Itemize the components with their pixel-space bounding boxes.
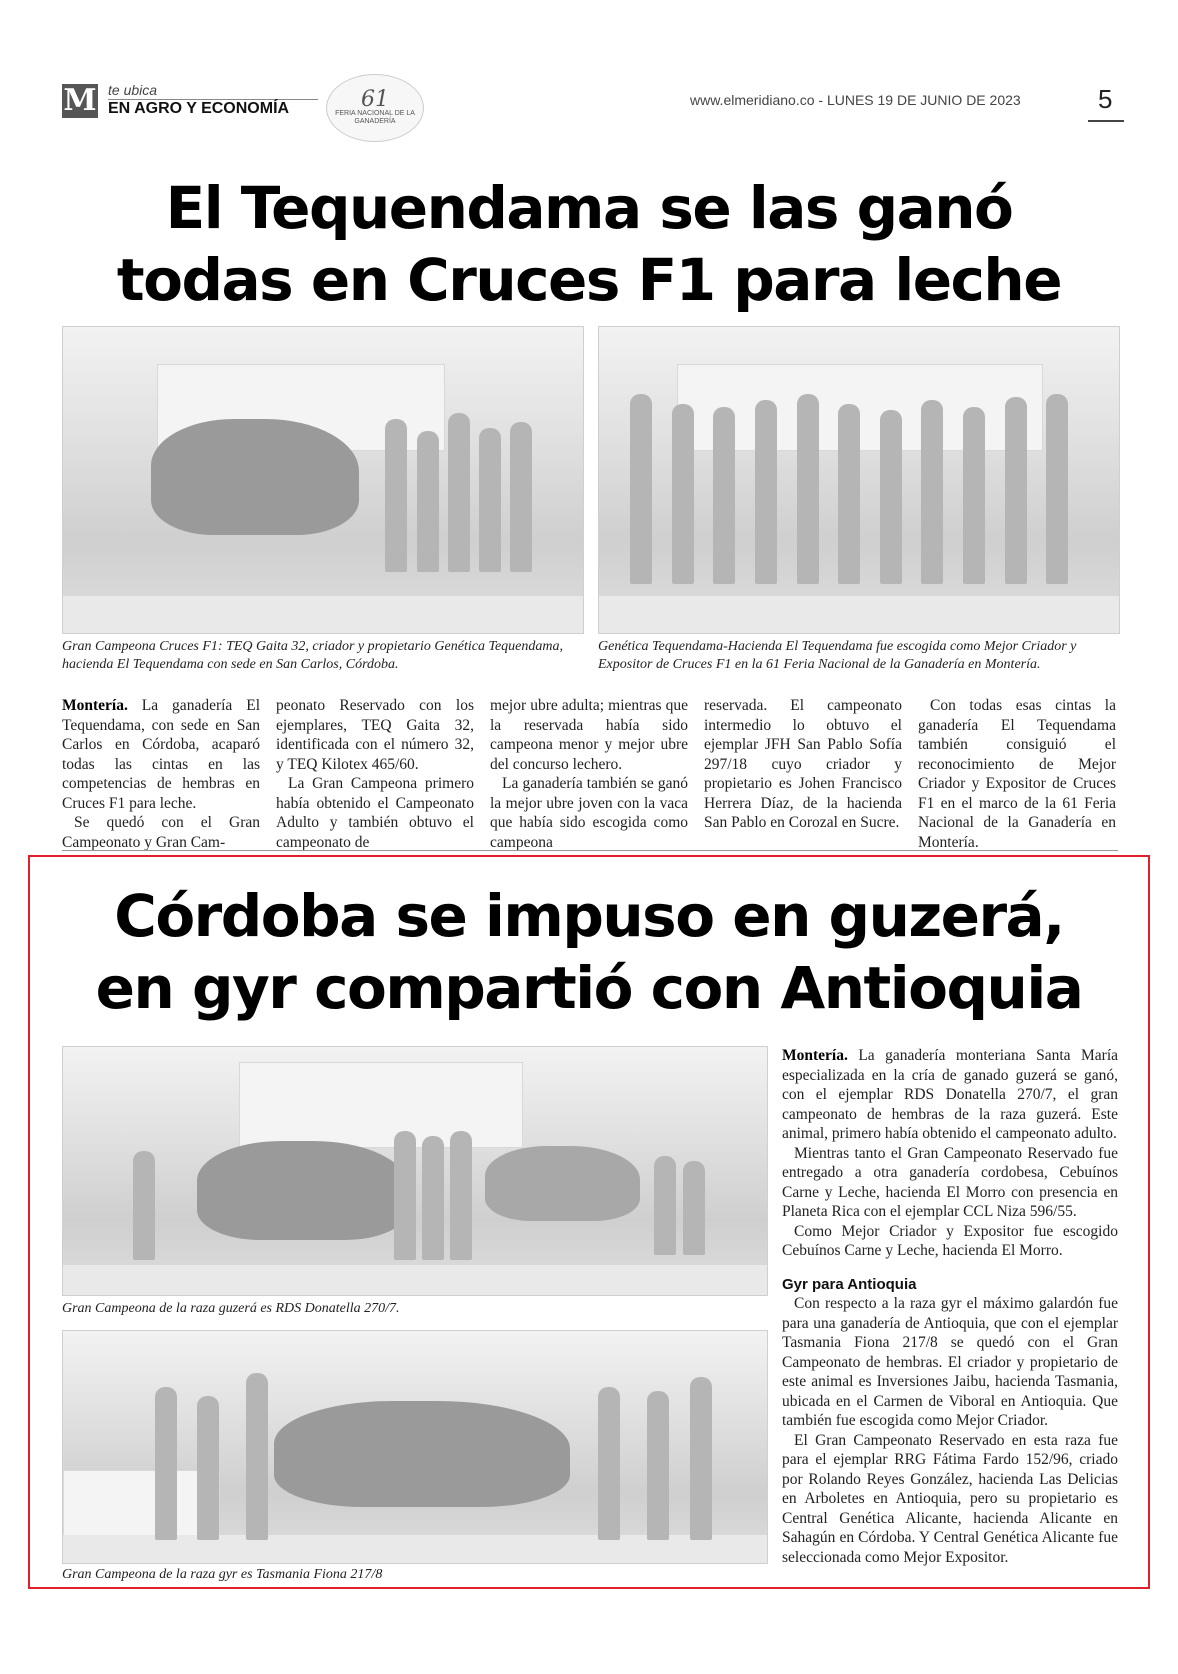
article1-headline-line1: El Tequendama se las ganó bbox=[165, 174, 1013, 242]
article1-caption-1: Gran Campeona Cruces F1: TEQ Gaita 32, criador y propietario Genética Tequendama, hacienda El Tequendama con sede en San Carlos, Córdoba. bbox=[62, 639, 563, 672]
page-number: 5 bbox=[1098, 84, 1113, 114]
masthead-logo: M bbox=[63, 83, 97, 118]
article1-headline-line2: todas en Cruces F1 para leche bbox=[116, 246, 1062, 314]
feria-text: FERIA NACIONAL DE LA GANADERÍA bbox=[335, 110, 415, 125]
feria-number: 61 bbox=[361, 87, 389, 112]
article2-caption-1: Gran Campeona de la raza guzerá es RDS Donatella 270/7. bbox=[62, 1301, 400, 1316]
article2-subhead: Gyr para Antioquia bbox=[782, 1275, 917, 1293]
page-number-rule bbox=[1088, 120, 1124, 122]
article-divider bbox=[62, 850, 1118, 851]
article2-headline bbox=[40, 880, 1138, 1024]
article1-caption-2: Genética Tequendama-Hacienda El Tequendama fue escogida como Mejor Criador y Expositor de Cruces F1 en la 61 Feria Nacional de la Ganadería en Montería. bbox=[598, 639, 1077, 672]
article1-headline bbox=[40, 172, 1138, 316]
article1-col5-text: Con todas esas cintas la ganadería El Tequendama también consiguió el reconocimiento de Mejor Criador y Expositor de Cruces F1 en el marco de la 61 Feria Nacional de la Ganadería en Montería. bbox=[918, 697, 1116, 851]
article1-col2-p2: La Gran Campeona primero había obtenido el Campeonato Adulto y también obtuvo el campeonato de bbox=[276, 775, 474, 851]
article1-col2-text: peonato Reservado con los ejemplares, TEQ Gaita 32, identificada con el número 32, y TEQ Kilotex 465/60. bbox=[276, 697, 474, 773]
article2-caption-2: Gran Campeona de la raza gyr es Tasmania Fiona 217/8 bbox=[62, 1567, 383, 1582]
article2-column bbox=[782, 1046, 1118, 1567]
article1-column-5 bbox=[918, 696, 1116, 852]
article2-p1: La ganadería monteriana Santa María especializada en la cría de ganado guzerá se ganó, con el ejemplar RDS Donatella 270/7, el gran campeonato de hembras de la raza guzerá. Este animal, primero había obtenido el campeonato adulto. bbox=[782, 1047, 1118, 1142]
section-name: EN AGRO Y ECONOMÍA bbox=[108, 100, 290, 117]
article2-p5: El Gran Campeonato Reservado en esta raza fue para el ejemplar RRG Fátima Fardo 152/96, criado por Rolando Reyes González, hacienda Las Delicias en Arboletes en Antioquia, pero su propietario es Central Genética Alicante, hacienda Alicante en Sahagún en Córdoba. Y Central Genética Alicante fue seleccionada como Mejor Expositor. bbox=[782, 1431, 1118, 1566]
tagline: te ubica bbox=[108, 82, 158, 98]
article1-col3-p2: La ganadería también se ganó la mejor ubre joven con la vaca que había sido escogida como campeona bbox=[490, 775, 688, 851]
article2-headline-line1: Córdoba se impuso en guzerá, bbox=[114, 882, 1064, 950]
article1-column-4 bbox=[704, 696, 902, 833]
article1-photo-1 bbox=[62, 326, 584, 634]
feria-logo bbox=[326, 74, 424, 142]
article1-photo-2 bbox=[598, 326, 1120, 634]
article2-headline-line2: en gyr compartió con Antioquia bbox=[95, 954, 1083, 1022]
article1-col4-text: reservada. El campeonato intermedio lo obtuvo el ejemplar JFH San Pablo Sofía 297/18 cuyo criador y propietario es Johen Francisco Herrera Díaz, de la hacienda San Pablo en Corozal en Sucre. bbox=[704, 697, 902, 831]
article1-column-3 bbox=[490, 696, 688, 852]
article1-dateline: Montería. bbox=[62, 697, 128, 714]
article1-column-2 bbox=[276, 696, 474, 852]
article1-column-1 bbox=[62, 696, 260, 852]
article1-col1-text: La ganadería El Tequendama, con sede en San Carlos en Córdoba, acaparó todas las cintas en las competencias de hembras en Cruces F1 para leche. bbox=[62, 697, 260, 812]
article2-photo-1 bbox=[62, 1046, 768, 1296]
article1-col3-text: mejor ubre adulta; mientras que la reservada había sido campeona menor y mejor ubre del concurso lechero. bbox=[490, 697, 688, 773]
article2-p2: Mientras tanto el Gran Campeonato Reservado fue entregado a otra ganadería cordobesa, Cebuínos Carne y Leche, hacienda El Morro con presencia en Planeta Rica con el ejemplar CCL Niza 596/55. bbox=[782, 1144, 1118, 1220]
article1-col1-p2: Se quedó con el Gran Campeonato y Gran Cam- bbox=[62, 814, 260, 851]
article2-dateline: Montería. bbox=[782, 1047, 848, 1064]
article2-p4: Con respecto a la raza gyr el máximo galardón fue para una ganadería de Antioquia, que con el ejemplar Tasmania Fiona 217/8 se quedó con el Gran Campeonato de hembras. El criador y propietario de este animal es Inversiones Jaibu, hacienda Tasmania, ubicada en el Carmen de Viboral en Antioquia. Que también fue escogida como Mejor Criador. bbox=[782, 1295, 1118, 1429]
article2-p3: Como Mejor Criador y Expositor fue escogido Cebuínos Carne y Leche, hacienda El Morro. bbox=[782, 1222, 1118, 1259]
header-info: www.elmeridiano.co - LUNES 19 DE JUNIO DE 2023 bbox=[690, 92, 1021, 108]
article2-photo-2 bbox=[62, 1330, 768, 1564]
